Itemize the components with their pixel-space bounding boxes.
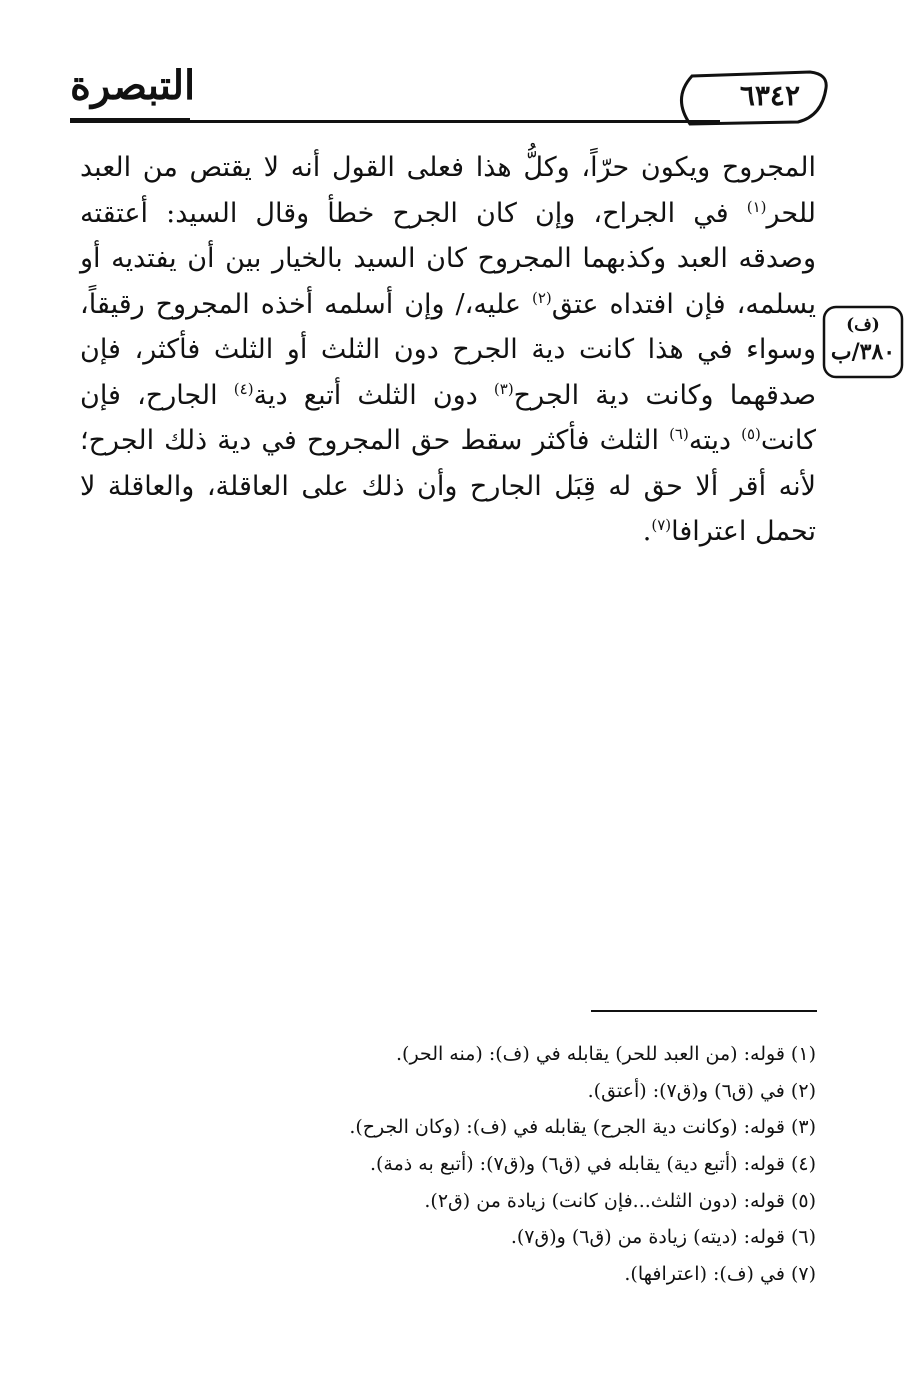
footnote-4: (٤) قوله: (أتبع دية) يقابله في (ق٦) و(ق٧): (أتبع به ذمة). (369, 1153, 816, 1176)
footnote-3: (٣) قوله: (وكانت دية الجرح) يقابله في (ف): (وكان الجرح). (349, 1116, 816, 1139)
footnote-1: (١) قوله: (من العبد للحر) يقابله في (ف): (منه الحر). (396, 1043, 816, 1065)
footnote-2: (٢) في (ق٦) و(ق٧): (أعتق). (587, 1079, 816, 1102)
page-header (70, 58, 830, 128)
margin-note (822, 305, 904, 379)
footnote-7: (٧) في (ف): (اعترافها). (624, 1263, 816, 1286)
footnote-marker[interactable]: (٧) (651, 516, 672, 534)
body-line: دية$^{(٤)}$ الجارح، فإن كانت$^{(٥)}$ ديته$^{(٦)}$ الثلث فأكثر سقط حق المجروح في دية (80, 379, 816, 456)
body-line: ذلك الجرح؛ لأنه أقر ألا حق له قِبَل الجارح وأن ذلك على العاقلة، والعاقلة لا (80, 425, 816, 502)
body-line: تحمل اعترافا$^{(٧)}$. (642, 516, 816, 547)
footnotes-list (80, 1036, 816, 1293)
footnote-marker[interactable]: (٥) (741, 425, 761, 443)
footnote-5: (٥) قوله: (دون الثلث...فإن كانت) زيادة من (ق٢). (424, 1189, 816, 1212)
body-line: المجروح كان السيد بالخيار بين أن يفتديه أو يسلمه، فإن افتداه عتق$^{(٢)}$ (80, 243, 816, 320)
margin-manuscript-siglum: (ف) (846, 315, 880, 335)
footnote-marker[interactable]: (١) (746, 197, 767, 216)
margin-folio-number: ٣٨٠/ب (830, 339, 896, 365)
book-title: التبصرة (70, 62, 196, 109)
page-number: ٦٣٤٢ (739, 79, 800, 112)
body-line: الثلث أو الثلث فأكثر، فإن صدقهما وكانت دية الجرح$^{(٣)}$ دون الثلث أتبع (80, 334, 816, 411)
body-line: الجراح، وإن كان الجرح خطأ وقال السيد: أعتقته وصدقه العبد وكذبهما (80, 197, 816, 274)
body-text (80, 145, 816, 555)
body-line: عليه،/ وإن أسلمه أخذه المجروح رقيقاً، وسواء في هذا كانت دية الجرح دون (80, 288, 816, 365)
body-line: المجروح ويكون حرّاً، وكلُّ هذا فعلى القول أنه لا يقتص من العبد للحر$^{(١)}$ في (80, 152, 816, 229)
footnote-6: (٦) قوله: (ديته) زيادة من (ق٦) و(ق٧). (510, 1226, 816, 1249)
footnote-marker[interactable]: (٤) (233, 379, 254, 398)
header-rule (70, 120, 720, 123)
footnote-marker[interactable]: (٢) (531, 288, 552, 307)
footnote-marker[interactable]: (٦) (669, 425, 689, 443)
page-number-badge (670, 68, 830, 126)
footnote-separator (591, 1010, 817, 1012)
footnote-marker[interactable]: (٣) (493, 379, 514, 398)
